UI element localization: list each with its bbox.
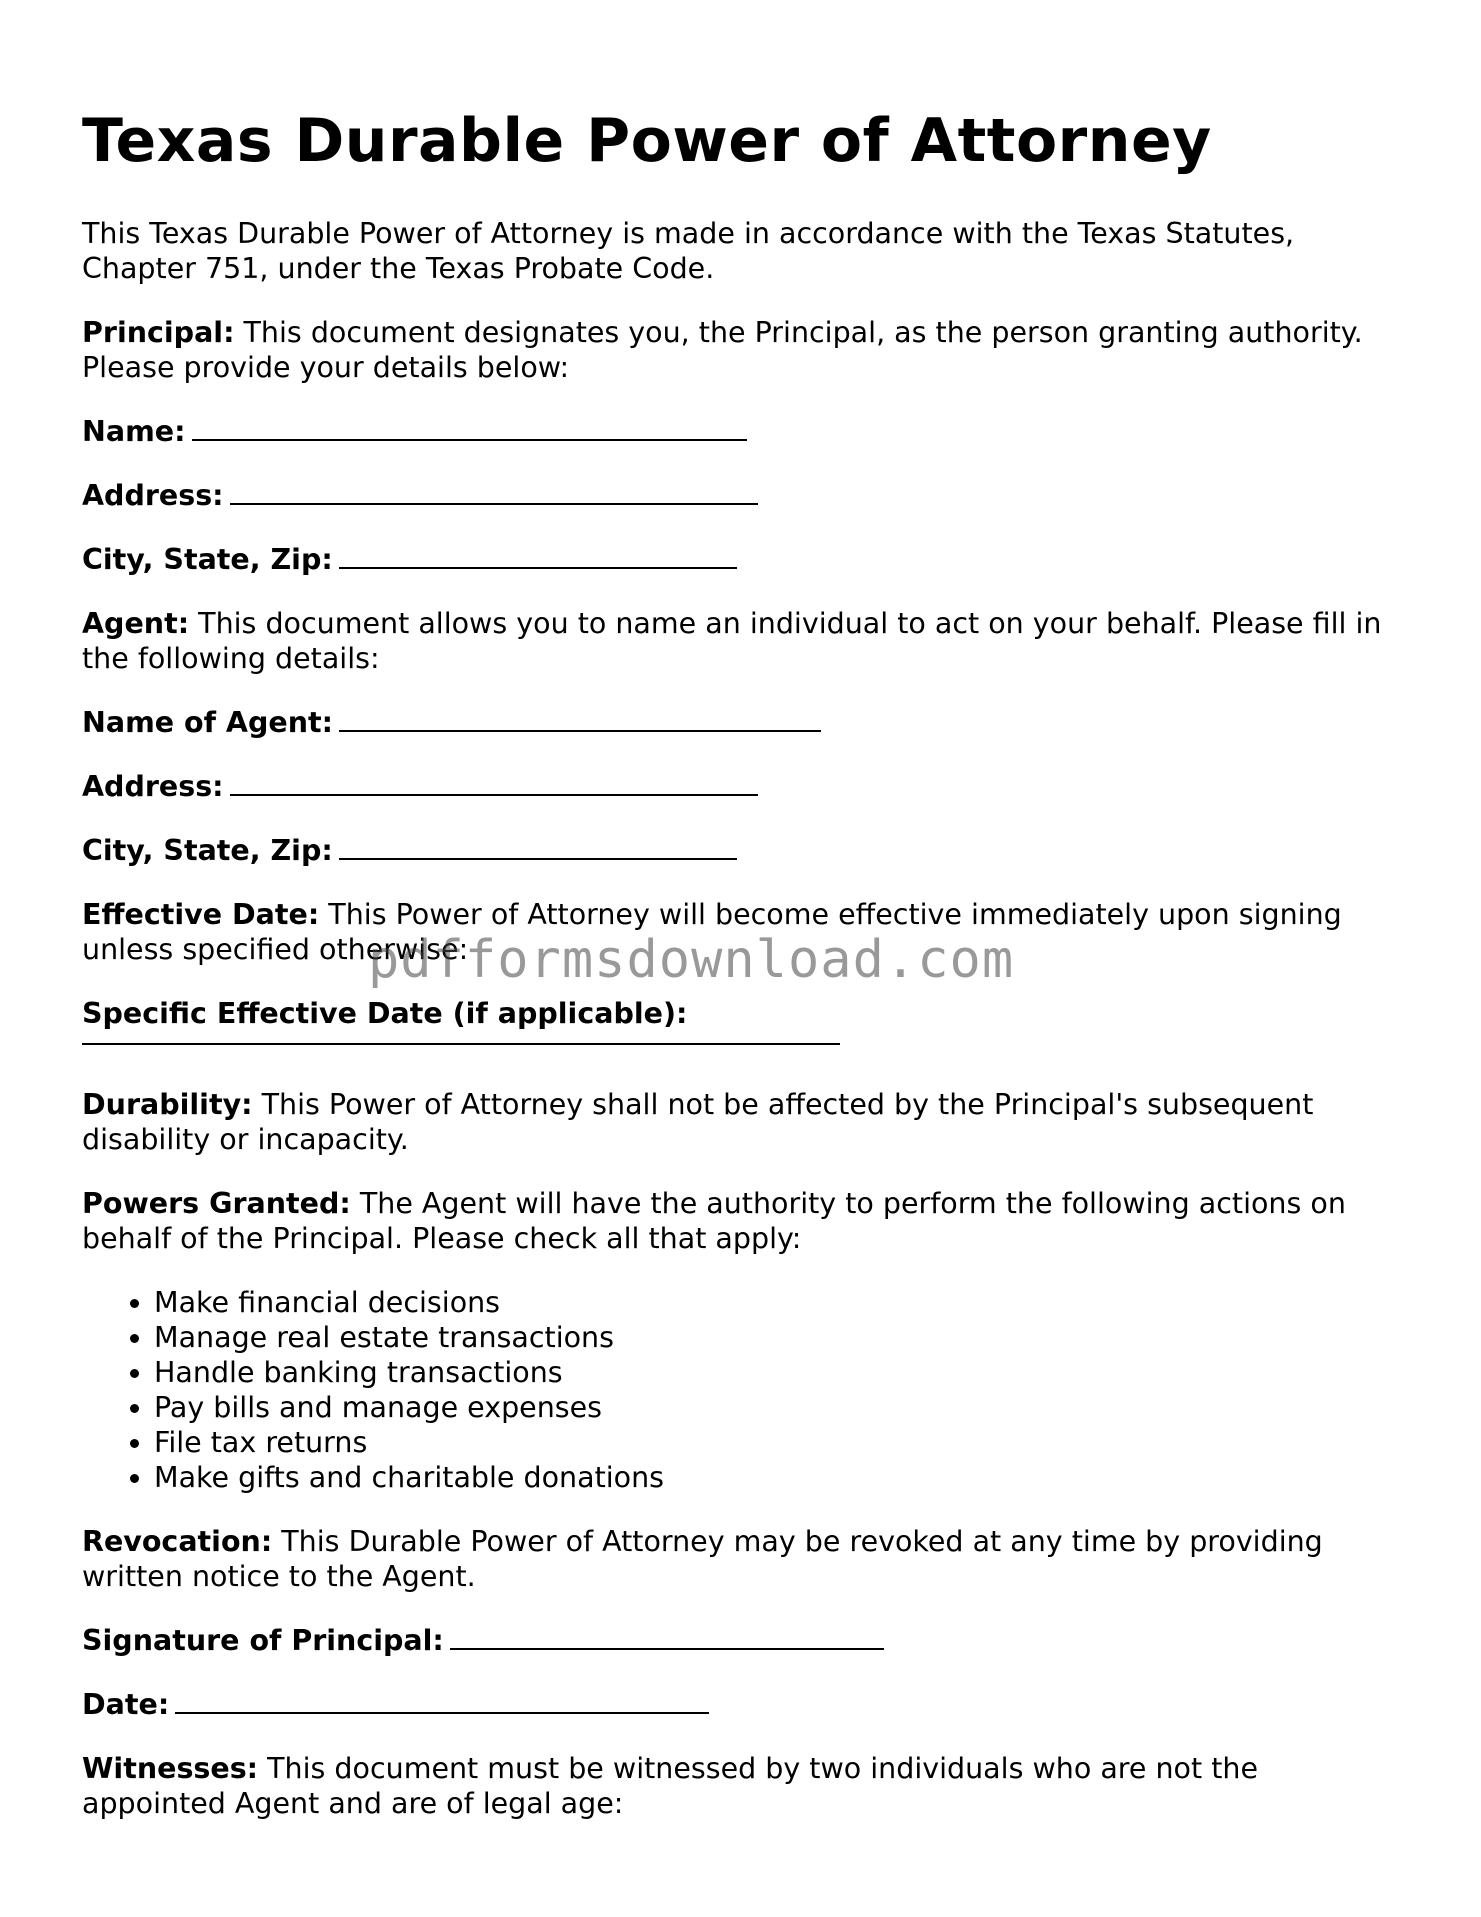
principal-city-blank[interactable] (339, 543, 737, 569)
principal-address-field[interactable] (82, 478, 1402, 513)
durability-text: This Power of Attorney shall not be affected by the Principal's subsequent disability or incapacity. (82, 1088, 1314, 1156)
agent-address-field[interactable] (82, 769, 1402, 804)
list-item: • Make gifts and charitable donations (154, 1460, 1402, 1495)
witnesses-text: This document must be witnessed by two individuals who are not the appointed Agent and are of legal age: (82, 1752, 1258, 1820)
principal-city-label: City, State, Zip: (82, 543, 333, 576)
agent-city-field[interactable] (82, 833, 1402, 868)
signature-date-field[interactable] (82, 1687, 1402, 1722)
agent-name-blank[interactable] (339, 706, 821, 732)
principal-signature-blank[interactable] (450, 1624, 884, 1650)
revocation-paragraph (82, 1524, 1402, 1594)
agent-label: Agent: (82, 607, 190, 640)
document-title: Texas Durable Power of Attorney (82, 106, 1212, 176)
principal-address-blank[interactable] (230, 479, 758, 505)
agent-text: This document allows you to name an individual to act on your behalf. Please fill in the following details: (82, 607, 1382, 675)
agent-name-field[interactable] (82, 705, 1402, 740)
signature-date-blank[interactable] (175, 1688, 709, 1714)
effective-date-text: This Power of Attorney will become effective immediately upon signing unless specified otherwise: (82, 898, 1342, 966)
specific-effective-date-blank[interactable] (82, 1043, 840, 1045)
witnesses-paragraph (82, 1751, 1402, 1821)
specific-effective-date-label: Specific Effective Date (if applicable): (82, 997, 688, 1030)
agent-address-label: Address: (82, 770, 224, 803)
watermark-text: pdfformsdownload.com (368, 930, 1015, 990)
specific-effective-date-field[interactable] (82, 996, 1402, 1045)
agent-city-blank[interactable] (339, 834, 737, 860)
principal-text: This document designates you, the Principal, as the person granting authority. Please provide your details below: (82, 316, 1363, 384)
agent-address-blank[interactable] (230, 770, 758, 796)
revocation-label: Revocation: (82, 1525, 273, 1558)
principal-name-label: Name: (82, 415, 186, 448)
list-item: • Handle banking transactions (154, 1355, 1402, 1390)
effective-date-label: Effective Date: (82, 898, 320, 931)
signature-date-label: Date: (82, 1688, 170, 1721)
principal-label: Principal: (82, 316, 235, 349)
powers-label: Powers Granted: (82, 1187, 351, 1220)
agent-city-label: City, State, Zip: (82, 834, 333, 867)
principal-signature-field[interactable] (82, 1623, 1402, 1658)
durability-label: Durability: (82, 1088, 253, 1121)
powers-paragraph (82, 1186, 1402, 1256)
powers-list (82, 1285, 1402, 1495)
revocation-text: This Durable Power of Attorney may be revoked at any time by providing written notice to the Agent. (82, 1525, 1323, 1593)
list-item: • Manage real estate transactions (154, 1320, 1402, 1355)
principal-name-blank[interactable] (192, 415, 747, 441)
intro-paragraph: This Texas Durable Power of Attorney is made in accordance with the Texas Statutes, Chapter 751, under the Texas Probate Code. (82, 217, 1295, 285)
durability-paragraph (82, 1087, 1402, 1157)
principal-paragraph (82, 315, 1402, 385)
witnesses-label: Witnesses: (82, 1752, 259, 1785)
list-item: • Make financial decisions (154, 1285, 1402, 1320)
principal-signature-label: Signature of Principal: (82, 1624, 444, 1657)
list-item: • File tax returns (154, 1425, 1402, 1460)
principal-name-field[interactable] (82, 414, 1402, 449)
powers-text: The Agent will have the authority to perform the following actions on behalf of the Principal. Please check all that apply: (82, 1187, 1346, 1255)
principal-address-label: Address: (82, 479, 224, 512)
list-item: • Pay bills and manage expenses (154, 1390, 1402, 1425)
agent-paragraph (82, 606, 1402, 676)
principal-city-field[interactable] (82, 542, 1402, 577)
agent-name-label: Name of Agent: (82, 706, 334, 739)
